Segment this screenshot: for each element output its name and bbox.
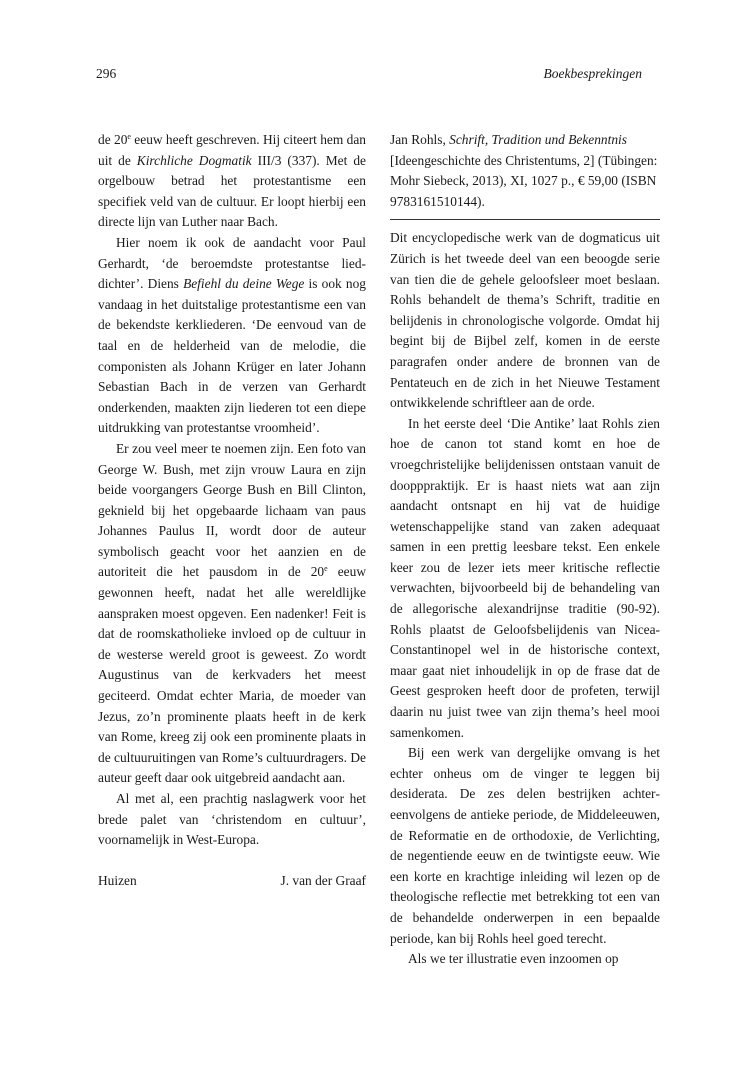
right-paragraph-3: Bij een werk van dergelijke omvang is het echter onheus om de vinger te leggen bij desiderata. De zes delen bestrijken achtereenvolgens de antieke periode, de Middeleeuwen, de Reformatie en de orthodoxie, de Verlichting, de negentiende eeuw en de twintigste eeuw. Wie een korte en krachtige inleiding wil lezen op de theologische reflectie met betrekking tot een van de behandelde onderwerpen in een bepaalde periode, kan bij Rohls heel goed terecht.: [390, 745, 660, 946]
right-column: [390, 130, 660, 970]
left-paragraph-4: Al met al, een prachtig naslagwerk voor het brede palet van ‘christendom en cultuur’, voornamelijk in West-Europa.: [98, 791, 366, 848]
left-paragraph-2: Hier noem ik ook de aandacht voor Paul Gerhardt, ‘de beroemdste protestantse lieddichter’. Diens Befiehl du deine Wege is ook nog vandaag in het duitstalige protestantisme een van de bekendste kerkliederen. ‘De eenvoud van de taal en de helderheid van de melodie, die componisten als Johann Krüger en later Johann Sebastian Bach in de verzen van Gerhardt onderkenden, maakten zijn liederen tot een diepe uitdrukking van protestantse vroomheid’.: [98, 234, 366, 436]
superscript: e: [127, 132, 131, 141]
divider: [390, 219, 660, 220]
book-title: Kirchliche Dogmatik: [136, 152, 252, 168]
section-title: Boekbesprekingen: [543, 66, 642, 81]
reviewed-book-title: Schrift, Tradition und Bekenntnis: [449, 132, 627, 147]
right-paragraph-2: In het eerste deel ‘Die Antike’ laat Rohls zien hoe de canon tot stand komt en hoe de vroegchristelijke belijdenissen ontstaan vanuit de doopppraktijk. Er is haast niets wat aan zijn aandacht ontsnapt en hij vat de huidige wetenschappelijke stand van zaken adequaat samen in een prettig leesbare tekst. Een enkele keer zou de lezer iets meer kritische reflectie verwachten, bijvoorbeeld bij de behandeling van de allegorische alexandrijnse traditie (90-92). Rohls plaatst de Geloofsbelijdenis van Nicea-Constantinopel wel in de historische context, maar gaat niet inhoudelijk in op de frase dat de Geest gesproken heeft door de profeten, terwijl daarin nu juist twee van zijn thema’s heel mooi samenkomen.: [390, 415, 660, 740]
signoff-author: J. van der Graaf: [280, 872, 366, 888]
running-header: [96, 66, 642, 84]
left-paragraph-1: de 20e eeuw heeft geschreven. Hij citeert hem dan uit de Kirchliche Dogmatik III/3 (337). Met de orgelbouw betrad het protestantisme een specifiek veld van de cultuur. Er loopt hierbij een directe lijn van Luther naar Bach.: [98, 132, 366, 230]
right-paragraph-1: Dit encyclopedische werk van de dogmaticus uit Zürich is het tweede deel van een beoogde serie van tien die de gehele geloofsleer moet beslaan. Rohls behandelt de thema’s Schrift, traditie en belijdenis in chronologische volgorde. Omdat hij begint bij de Bijbel zelf, komen in de eerste paragrafen onder andere de bronnen van de Pentateuch en de zich in het Nieuwe Testament ontwikkelende schriftleer aan de orde.: [390, 230, 660, 411]
page-number: 296: [96, 66, 117, 81]
superscript: e: [324, 564, 328, 574]
right-paragraph-4: Als we ter illustratie even inzoomen op: [408, 951, 619, 967]
signoff-place: Huizen: [98, 872, 137, 888]
review-signoff: [98, 871, 366, 892]
left-column: [98, 130, 366, 891]
left-paragraph-3: Er zou veel meer te noemen zijn. Een foto van George W. Bush, met zijn vrouw Laura en zijn beide voorgangers George Bush en Bill Clinton, geknield bij het opgebaarde lichaam van paus Johannes Paulus II, wordt door de auteur symbolisch geacht voor het aanzien en de autoriteit die het pausdom in de 20e eeuw gewonnen heeft, nadat het alle wereldlijke aanspraken moest opgeven. Een nadenker! Feit is dat de roomskatholieke invloed op de cultuur in de westerse wereld groot is geweest. Zo wordt Augustinus van de kerkvaders het meest geciteerd. Omdat echter Maria, de moeder van Jezus, zo’n prominente plaats heeft in de kerk van Rome, kreeg zij ook een prominente plaats in de cultuuruitingen van Rome’s cultuurdragers. De auteur geeft daar ook uitgebreid aandacht aan.: [98, 440, 366, 786]
hymn-title: Befiehl du deine Wege: [183, 276, 305, 292]
review-heading: Jan Rohls, Schrift, Tradition und Bekenntnis [Ideengeschichte des Christentums, 2] (Tübingen: Mohr Siebeck, 2013), XI, 1027 p., € 59,00 (ISBN 9783161510144).: [390, 132, 658, 209]
